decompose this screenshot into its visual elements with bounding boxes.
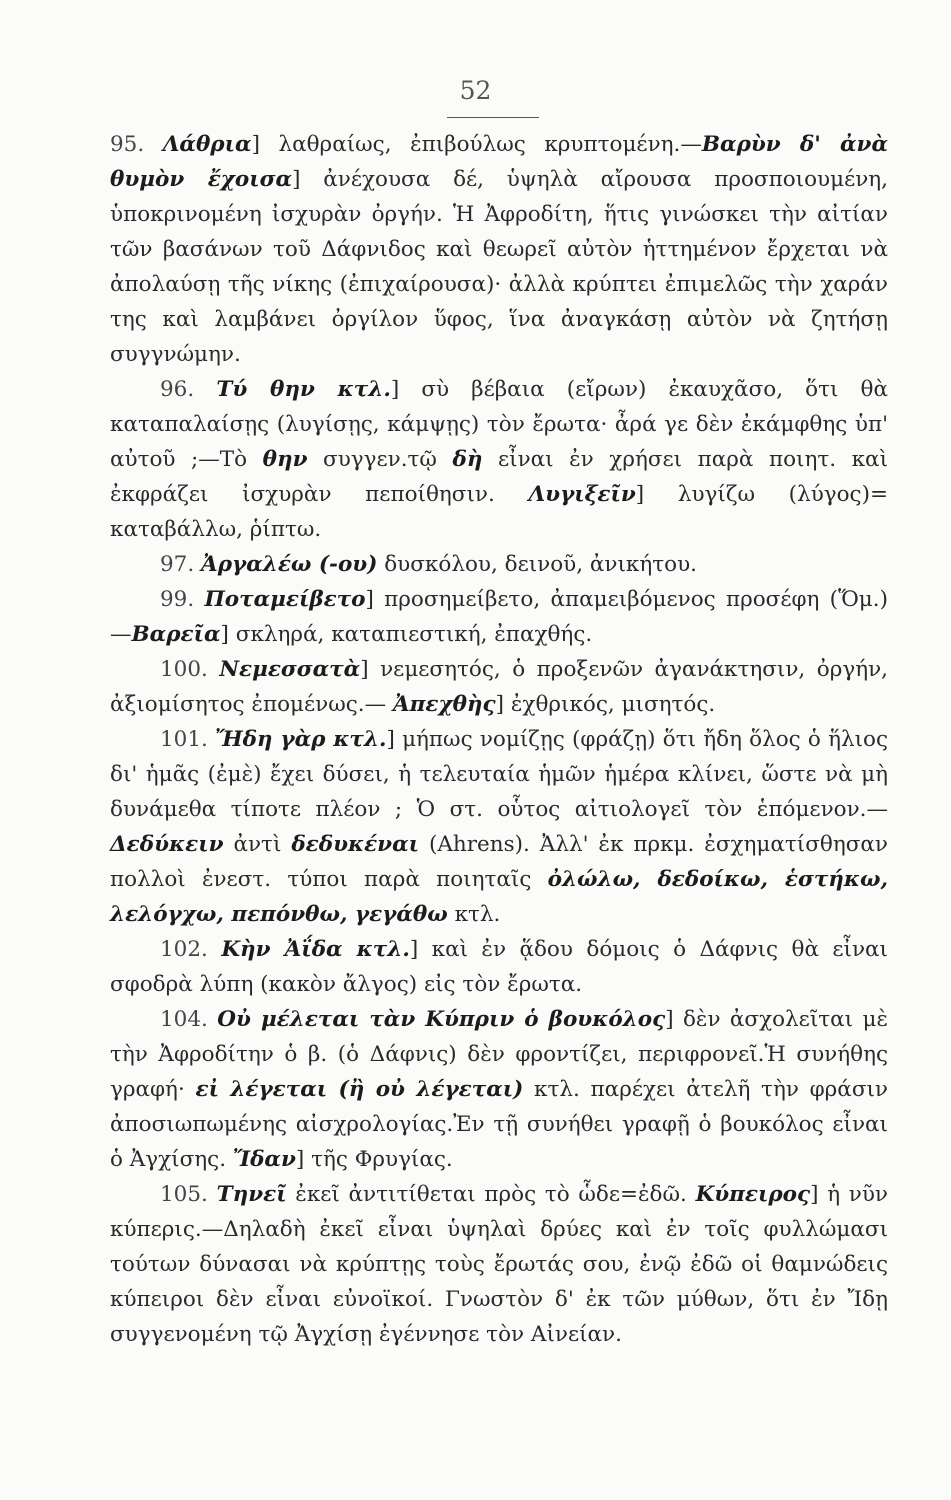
lemma: Δεδύκειν [110,832,224,857]
lemma: Βαρεῖα [131,622,221,647]
gloss-text: κτλ. [447,902,501,927]
gloss-text: ἀντὶ [223,832,292,857]
lemma: Οὐ μέλεται τὰν Κύπριν ὁ βουκόλος [217,1007,666,1032]
gloss-text: ] σὺ βέβαια (εἴρων) ἐκαυχᾶσο, ὅτι θὰ καταπαλαίσῃς (λυγίσῃς, κάμψῃς) τὸν ἔρωτα· ἆρά γε δὲν ἐκάμφθης ὑπ' αὐτοῦ ;—Τὸ [110,377,888,472]
lemma: Βαρὺν δ' ἀνὰ θυμὸν ἔχοισα [110,132,888,192]
lemma: Τύ θην κτλ. [216,377,391,402]
lemma: ὀλώλω, δεδοίκω, ἑστήκω, λελόγχω, πεπόνθω, γεγάθω [110,867,888,927]
note-paragraph [110,582,888,652]
gloss-text: ] νεμεσητός, ὁ προξενῶν ἀγανάκτησιν, ὀργήν, ἀξιομίσητος ἐπομένως.— [110,657,888,717]
note-paragraph [110,932,888,1002]
gloss-text: ] λυγίζω (λύγος)= καταβάλλω, ῥίπτω. [110,482,889,542]
lemma: Ἀπεχθὴς [392,692,496,717]
gloss-text: κτλ. παρέχει ἀτελῆ τὴν φράσιν ἀποσιωπωμένης αἰσχρολογίας.Ἐν τῇ συνήθει γραφῇ ὁ βουκόλος εἶναι ὁ Ἀγχίσης. [110,1077,889,1172]
note-paragraph [110,1002,888,1177]
gloss-text: ] τῆς Φρυγίας. [295,1147,453,1172]
header-rule [447,117,539,118]
gloss-text: ] ἀνέχουσα δέ, ὑψηλὰ αἴρουσα προσποιουμένη, ὑποκρινομένη ἰσχυρὰν ὀργήν. Ἡ Ἀφροδίτη, ἥτις γινώσκει τὴν αἰτίαν τῶν βασάνων τοῦ Δάφνιδος καὶ θεωρεῖ αὐτὸν ἡττημένον ἔρχεται νὰ ἀπολαύσῃ τῆς νίκης (ἐπιχαίρουσα)· ἀλλὰ κρύπτει ἐπιμελῶς τὴν χαράν της καὶ λαμβάνει ὀργίλον ὕφος, ἵνα ἀναγκάσῃ αὐτὸν νὰ ζητήσῃ συγγνώμην. [110,167,888,367]
lemma: θην [262,447,308,472]
gloss-text: ] μήπως νομίζῃς (φράζῃ) ὅτι ἤδη ὅλος ὁ ἥλιος δι' ἡμᾶς (ἐμὲ) ἔχει δύσει, ἡ τελευταία ἡμῶν ἡμέρα κλίνει, ὥστε νὰ μὴ δυνάμεθα τίποτε πλέον ; Ὁ στ. οὗτος αἰτιολογεῖ τὸν ἑπόμενον.— [110,727,888,822]
note-number: 95. [110,132,145,157]
lemma: Τηνεῖ [216,1182,287,1207]
note-paragraph [110,722,888,932]
note-number: 105. [160,1182,208,1207]
lemma: Νεμεσσατὰ [219,657,361,682]
gloss-text: ] προσημείβετο, ἀπαμειβόμενος προσέφη (Ὅμ.)— [110,587,888,647]
note-number: 101. [160,727,208,752]
note-number: 102. [160,937,208,962]
note-number: 97. [160,552,195,577]
note-paragraph [110,1177,888,1352]
note-number: 99. [160,587,195,612]
gloss-text: ] δὲν ἀσχολεῖται μὲ τὴν Ἀφροδίτην ὁ β. (ὁ Δάφνις) δὲν φροντίζει, περιφρονεῖ.Ἡ συνήθης γραφή· [110,1007,888,1102]
gloss-text: ] λαθραίως, ἐπιβούλως κρυπτομένη.— [251,132,702,157]
lemma: Λάθρια [162,132,252,157]
lemma: εἰ λέγεται (ἢ οὐ λέγεται) [195,1077,524,1102]
gloss-text: ] ἡ νῦν κύπερις.—Δηλαδὴ ἐκεῖ εἶναι ὑψηλαὶ δρύες καὶ ἐν τοῖς φυλλώμασι τούτων δύνασαι νὰ κρύπτῃς τοὺς ἔρωτάς σου, ἐνῷ ἐδῶ οἱ θαμνώδεις κύπειροι δὲν εἶναι εὐνοϊκοί. Γνωστὸν δ' ἐκ τῶν μύθων, ὅτι ἐν Ἴδῃ συγγενομένη τῷ Ἀγχίσῃ ἐγέννησε τὸν Αἰνείαν. [110,1182,888,1347]
note-number: 104. [160,1007,208,1032]
lemma: Ἀργαλέω (-ου) [201,552,378,577]
note-paragraph [110,127,888,372]
lemma: Κὴν Ἀΐδα κτλ. [221,937,410,962]
gloss-text: εἶναι ἐν χρήσει παρὰ ποιητ. καὶ ἐκφράζει ἰσχυρὰν πεποίθησιν. [110,447,888,507]
gloss-text: (Ahrens). Ἀλλ' ἐκ πρκμ. ἐσχηματίσθησαν πολλοὶ ἐνεστ. τύποι παρὰ ποιηταῖς [110,832,888,892]
gloss-text: ] σκληρά, καταπιεστική, ἐπαχθής. [220,622,593,647]
note-number: 100. [160,657,208,682]
note-paragraph [110,652,888,722]
page-number: 52 [459,76,492,105]
gloss-text: ] καὶ ἐν ᾅδου δόμοις ὁ Δάφνις θὰ εἶναι σφοδρὰ λύπη (κακὸν ἄλγος) εἰς τὸν ἔρωτα. [110,937,888,997]
lemma: δὴ [452,447,483,472]
gloss-text: δυσκόλου, δεινοῦ, ἀνικήτου. [377,552,697,577]
lemma: Ἴδαν [232,1147,296,1172]
note-number: 96. [160,377,195,402]
lemma: Λυγιξεῖν [528,482,636,507]
note-paragraph [110,372,888,547]
gloss-text: ἐκεῖ ἀντιτίθεται πρὸς τὸ ὧδε=ἐδῶ. [286,1182,696,1207]
lemma: δεδυκέναι [291,832,420,857]
gloss-text: ] ἐχθρικός, μισητός. [495,692,716,717]
lemma: Ποταμείβετο [204,587,366,612]
gloss-text: συγγεν.τῷ [307,447,453,472]
commentary-body [110,127,888,1352]
lemma: Ἤδη γὰρ κτλ. [215,727,387,752]
lemma: Κύπειρος [695,1182,811,1207]
note-paragraph [110,547,888,582]
